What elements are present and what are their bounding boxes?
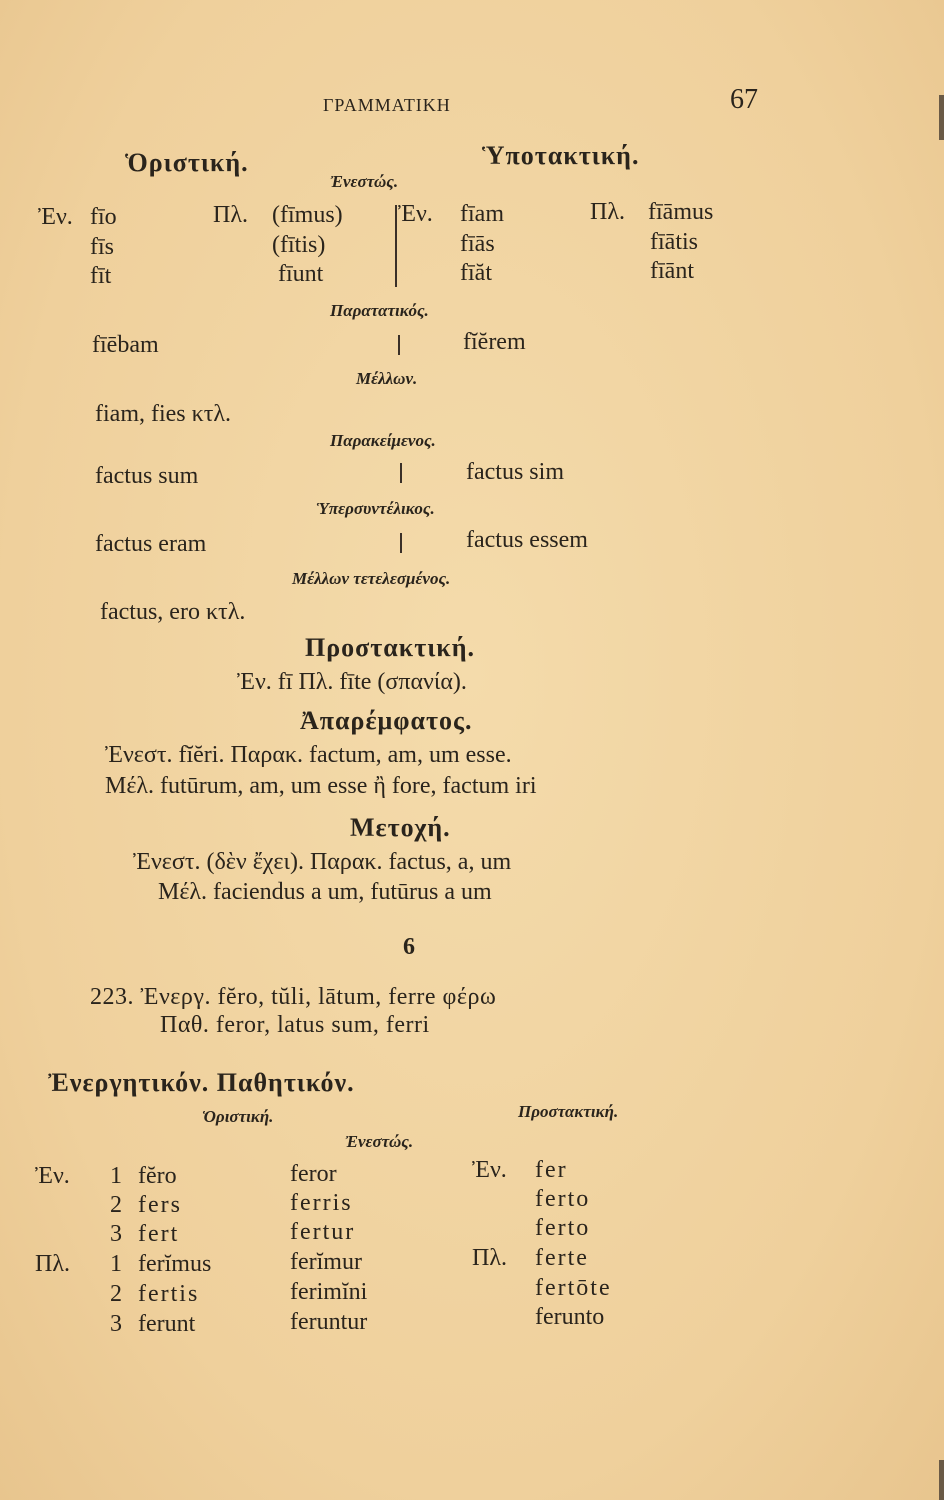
subj-sing-label: Ἐν. xyxy=(398,201,433,227)
subj-sg-2: fīās xyxy=(460,231,495,257)
imperative-form: fertōte xyxy=(535,1275,612,1301)
imp-sing-label: Ἐν. xyxy=(472,1157,507,1183)
divider-line xyxy=(400,533,402,553)
present-label-2: Ἐνεστώς. xyxy=(345,1132,414,1151)
person-1: 1 xyxy=(110,1251,122,1277)
person-2: 2 xyxy=(110,1192,122,1218)
indicative-label: Ὁριστική. xyxy=(202,1107,274,1126)
perfect-label: Παρακείμενος. xyxy=(330,431,436,450)
imperative-label: Προστακτική. xyxy=(518,1102,619,1121)
ind-pl-3: fīunt xyxy=(278,261,324,287)
perfect-subj: factus sim xyxy=(466,459,564,485)
person-2: 2 xyxy=(110,1281,122,1307)
passive-form: fertur xyxy=(290,1219,356,1245)
plur-label: Πλ. xyxy=(213,202,248,228)
active-form: fertis xyxy=(138,1281,200,1307)
perfect-ind: factus sum xyxy=(95,463,199,489)
divider-line xyxy=(400,463,402,483)
participle-line1: Ἐνεστ. (δὲν ἔχει). Παρακ. factus, a, um xyxy=(133,849,512,875)
future-perfect-label: Μέλλων τετελεσμένος. xyxy=(292,569,451,588)
subj-pl-1: fīāmus xyxy=(648,199,714,225)
page-edge-mark xyxy=(939,95,944,140)
active-form: ferĭmus xyxy=(138,1251,212,1277)
infinitive-line2: Μέλ. futūrum, am, um esse ἢ fore, factum iri xyxy=(105,773,537,799)
future-ind: fiam, fies κτλ. xyxy=(95,401,232,427)
pluperfect-subj: factus essem xyxy=(466,527,588,553)
active-form: fert xyxy=(138,1221,180,1247)
subj-plur-label: Πλ. xyxy=(590,199,625,225)
ind-pl-2: (fītis) xyxy=(272,232,326,258)
voice-heading: Ἐνεργητικόν. Παθητικόν. xyxy=(48,1068,355,1097)
person-3: 3 xyxy=(110,1221,122,1247)
subj-pl-2: fīātis xyxy=(650,229,698,255)
page-number: 67 xyxy=(730,84,758,115)
present-label: Ἐνεστώς. xyxy=(330,172,399,191)
ind-pl-1: (fīmus) xyxy=(272,202,343,228)
passive-form: feruntur xyxy=(290,1309,368,1335)
imperfect-subj: fĭĕrem xyxy=(463,329,526,355)
heading-indicative: Ὁριστική. xyxy=(125,148,249,177)
passive-form: ferĭmur xyxy=(290,1249,362,1275)
divider-line xyxy=(395,205,397,287)
pluperfect-ind: factus eram xyxy=(95,531,207,557)
ind-sg-3: fīt xyxy=(90,263,112,289)
infinitive-heading: Ἀπαρέμφατος. xyxy=(300,706,473,735)
active-form: fers xyxy=(138,1192,182,1218)
imperative-form: ferunto xyxy=(535,1304,605,1330)
imp-plur-label: Πλ. xyxy=(472,1245,507,1271)
imperfect-ind: fīēbam xyxy=(92,332,159,358)
subj-sg-3: fīăt xyxy=(460,260,492,286)
ind-sg-1: fīo xyxy=(90,204,117,230)
passive-form: ferris xyxy=(290,1190,353,1216)
imperative-form: fer xyxy=(535,1157,568,1183)
imperfect-label: Παρατατικός. xyxy=(330,301,429,320)
imperative-line: Ἐν. fī Πλ. fīte (σπανία). xyxy=(237,669,467,695)
subj-pl-3: fīānt xyxy=(650,258,694,284)
infinitive-line1: Ἐνεστ. fĭĕri. Παρακ. factum, am, um esse. xyxy=(105,742,512,768)
active-form: fĕro xyxy=(138,1163,177,1189)
section-number: 6 xyxy=(403,934,415,960)
principal-parts-passive: Παθ. feror, latus sum, ferri xyxy=(160,1012,430,1038)
page-edge-mark xyxy=(939,1460,944,1500)
future-perfect-ind: factus, ero κτλ. xyxy=(100,599,246,625)
imperative-form: ferto xyxy=(535,1186,591,1212)
participle-heading: Μετοχή. xyxy=(350,813,451,842)
person-1: 1 xyxy=(110,1163,122,1189)
passive-form: ferimĭni xyxy=(290,1279,368,1305)
imperative-heading: Προστακτική. xyxy=(305,633,475,662)
passive-form: feror xyxy=(290,1161,337,1187)
ind-sg-2: fīs xyxy=(90,234,114,260)
heading-subjunctive: Ὑποτακτική. xyxy=(482,141,640,170)
running-title: ΓΡΑΜΜΑΤΙΚΗ xyxy=(323,95,451,115)
principal-parts-active: 223. Ἐνεργ. fĕro, tŭli, lātum, ferre φέρω xyxy=(90,984,497,1010)
active-form: ferunt xyxy=(138,1311,196,1337)
imperative-form: ferto xyxy=(535,1215,591,1241)
subj-sg-1: fīam xyxy=(460,201,504,227)
divider-line xyxy=(398,335,400,355)
plur-label-2: Πλ. xyxy=(35,1251,70,1277)
person-3: 3 xyxy=(110,1311,122,1337)
participle-line2: Μέλ. faciendus a um, futūrus a um xyxy=(158,879,492,905)
future-label: Μέλλων. xyxy=(356,369,418,388)
imperative-form: ferte xyxy=(535,1245,589,1271)
pluperfect-label: Ὑπερσυντέλικος. xyxy=(316,499,435,518)
sing-label: Ἐν. xyxy=(38,204,73,230)
sing-label-2: Ἐν. xyxy=(35,1163,70,1189)
